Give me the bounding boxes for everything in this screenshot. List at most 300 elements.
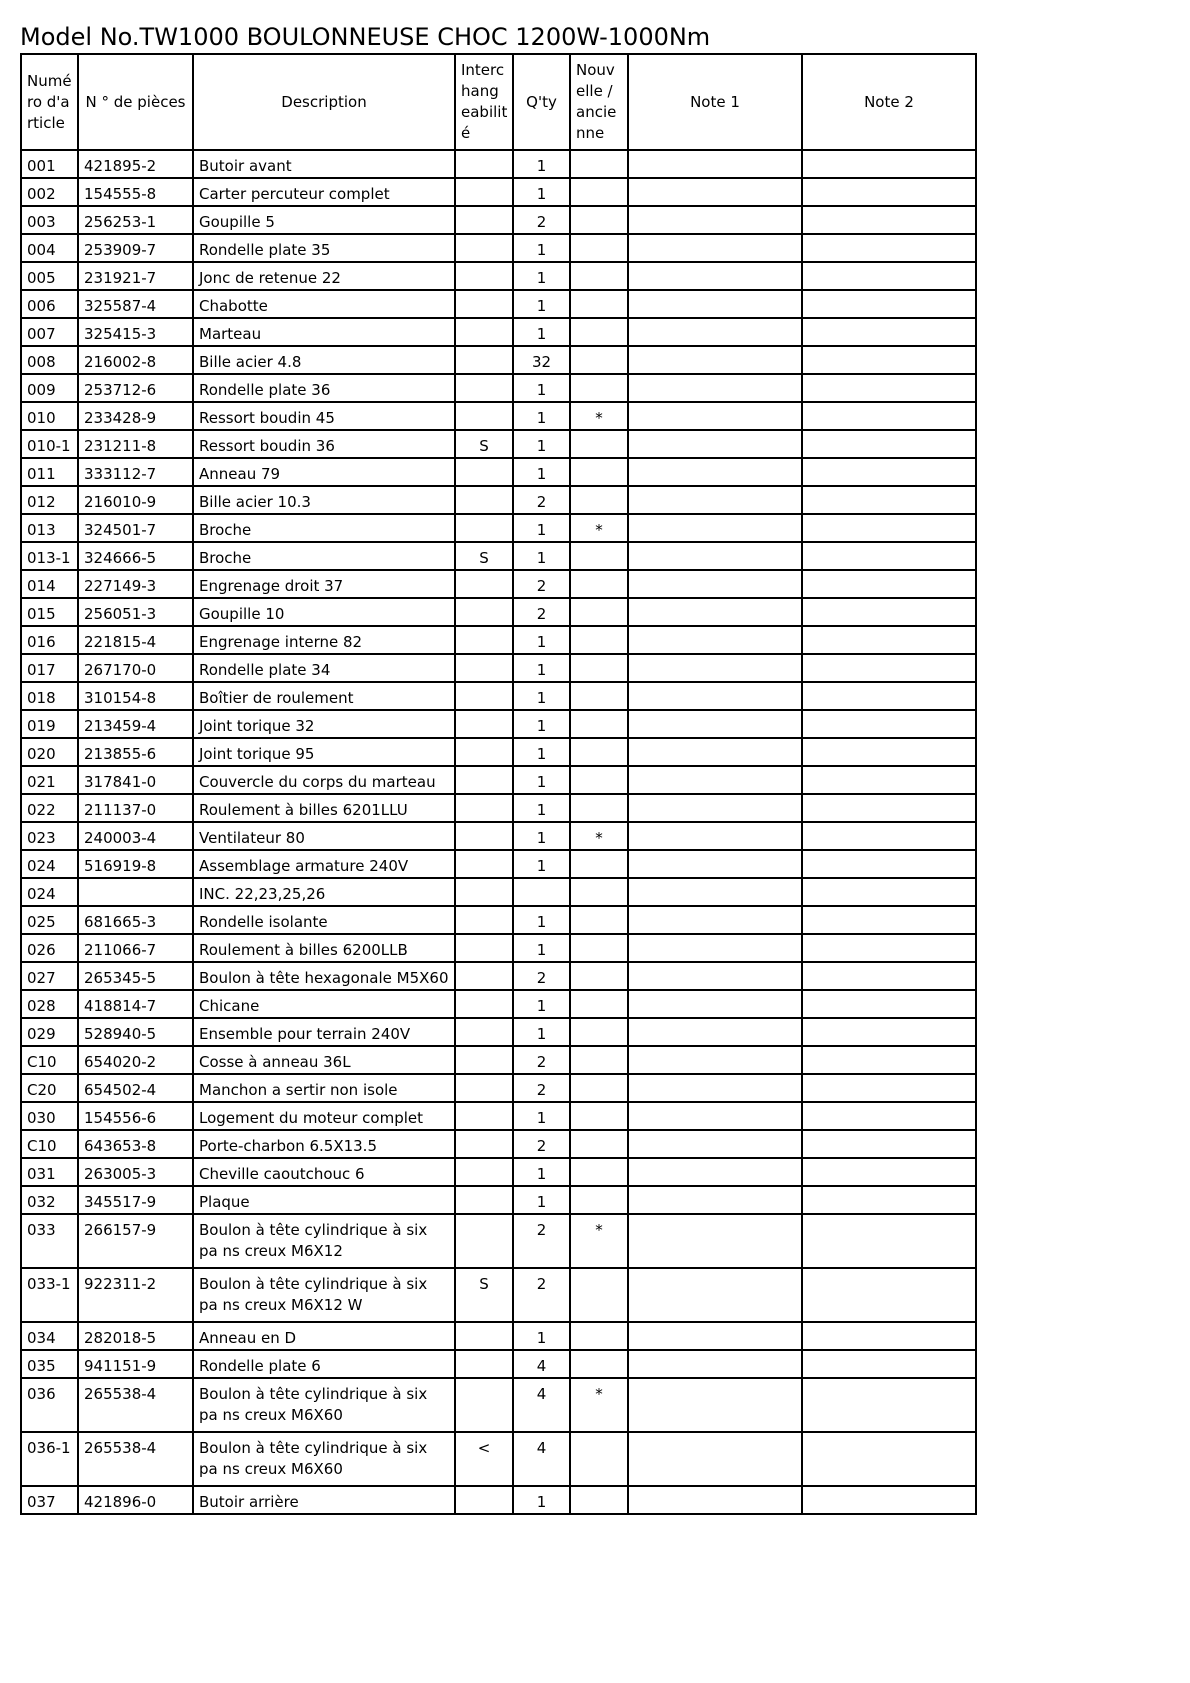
cell-item-no: 022 [21,794,78,822]
cell-item-no: 024 [21,878,78,906]
cell-qty: 1 [513,178,570,206]
cell-part-no: 941151-9 [78,1350,193,1378]
cell-note-1 [628,794,802,822]
table-header-row [21,54,976,150]
cell-new-old [570,962,628,990]
cell-part-no: 922311-2 [78,1268,193,1322]
table-row [21,486,976,514]
cell-note-2 [802,458,976,486]
cell-item-no: C10 [21,1046,78,1074]
cell-interchangeability [455,374,513,402]
cell-interchangeability: < [455,1432,513,1486]
cell-qty: 4 [513,1432,570,1486]
cell-description: Ensemble pour terrain 240V [193,1018,455,1046]
cell-qty: 2 [513,570,570,598]
cell-new-old [570,430,628,458]
cell-new-old [570,570,628,598]
table-row [21,1486,976,1514]
cell-note-2 [802,1158,976,1186]
cell-description: Butoir arrière [193,1486,455,1514]
cell-interchangeability [455,738,513,766]
cell-qty: 2 [513,1268,570,1322]
document-title: Model No.TW1000 BOULONNEUSE CHOC 1200W-1000Nm [20,23,711,51]
table-row [21,1018,976,1046]
cell-description: Couvercle du corps du marteau [193,766,455,794]
table-row [21,1350,976,1378]
cell-new-old [570,346,628,374]
cell-new-old [570,234,628,262]
cell-note-2 [802,150,976,178]
cell-note-1 [628,1102,802,1130]
cell-item-no: 031 [21,1158,78,1186]
cell-note-1 [628,1350,802,1378]
cell-interchangeability [455,654,513,682]
cell-item-no: 010-1 [21,430,78,458]
table-row [21,710,976,738]
cell-note-2 [802,1486,976,1514]
cell-item-no: 003 [21,206,78,234]
cell-note-1 [628,878,802,906]
cell-interchangeability [455,1018,513,1046]
cell-qty: 1 [513,150,570,178]
cell-new-old [570,1102,628,1130]
table-row [21,878,976,906]
cell-note-1 [628,626,802,654]
cell-note-2 [802,1046,976,1074]
table-row [21,150,976,178]
cell-part-no: 325415-3 [78,318,193,346]
cell-description: Rondelle isolante [193,906,455,934]
cell-description: Broche [193,542,455,570]
cell-interchangeability [455,178,513,206]
cell-item-no: 033-1 [21,1268,78,1322]
cell-part-no: 231211-8 [78,430,193,458]
cell-item-no: 008 [21,346,78,374]
cell-note-2 [802,878,976,906]
cell-part-no: 256051-3 [78,598,193,626]
cell-new-old [570,458,628,486]
cell-note-1 [628,1378,802,1432]
table-row [21,1102,976,1130]
cell-note-2 [802,1350,976,1378]
cell-note-1 [628,1322,802,1350]
cell-note-2 [802,262,976,290]
cell-description: Joint torique 32 [193,710,455,738]
cell-interchangeability [455,402,513,430]
cell-qty: 1 [513,906,570,934]
cell-qty: 2 [513,486,570,514]
table-row [21,374,976,402]
cell-part-no: 418814-7 [78,990,193,1018]
cell-part-no: 265538-4 [78,1432,193,1486]
header-interchangeability: Interc hang eabilit é [455,54,513,150]
cell-qty: 1 [513,290,570,318]
cell-note-2 [802,962,976,990]
cell-new-old [570,1074,628,1102]
cell-item-no: 037 [21,1486,78,1514]
table-row [21,1074,976,1102]
cell-interchangeability [455,934,513,962]
cell-description: Marteau [193,318,455,346]
cell-part-no: 654502-4 [78,1074,193,1102]
cell-new-old [570,318,628,346]
cell-qty: 2 [513,598,570,626]
cell-note-1 [628,1214,802,1268]
cell-item-no: 019 [21,710,78,738]
cell-description: Butoir avant [193,150,455,178]
cell-note-1 [628,1186,802,1214]
cell-note-2 [802,374,976,402]
cell-note-2 [802,682,976,710]
cell-interchangeability [455,206,513,234]
cell-description: Chicane [193,990,455,1018]
cell-item-no: 017 [21,654,78,682]
cell-note-1 [628,430,802,458]
table-row [21,794,976,822]
cell-new-old [570,374,628,402]
cell-note-2 [802,626,976,654]
cell-new-old [570,906,628,934]
cell-item-no: 032 [21,1186,78,1214]
table-row [21,822,976,850]
cell-note-1 [628,1046,802,1074]
cell-qty: 1 [513,1158,570,1186]
cell-interchangeability [455,766,513,794]
cell-note-1 [628,682,802,710]
cell-part-no: 227149-3 [78,570,193,598]
cell-description: Manchon a sertir non isole [193,1074,455,1102]
cell-qty: 1 [513,934,570,962]
cell-new-old: * [570,514,628,542]
table-row [21,458,976,486]
cell-interchangeability [455,458,513,486]
cell-item-no: 016 [21,626,78,654]
cell-note-1 [628,542,802,570]
cell-interchangeability [455,150,513,178]
cell-note-1 [628,262,802,290]
cell-note-2 [802,710,976,738]
cell-part-no: 213459-4 [78,710,193,738]
cell-interchangeability [455,234,513,262]
header-new-old: Nouv elle / ancie nne [570,54,628,150]
cell-description: Boulon à tête cylindrique à six pa ns creux M6X12 [193,1214,455,1268]
cell-new-old [570,710,628,738]
cell-interchangeability [455,1186,513,1214]
cell-new-old [570,150,628,178]
cell-item-no: 034 [21,1322,78,1350]
table-row [21,1186,976,1214]
cell-interchangeability [455,1214,513,1268]
cell-new-old [570,682,628,710]
cell-part-no: 253909-7 [78,234,193,262]
cell-qty: 2 [513,1074,570,1102]
cell-note-1 [628,346,802,374]
cell-interchangeability [455,262,513,290]
cell-qty: 1 [513,458,570,486]
cell-note-2 [802,402,976,430]
cell-description: INC. 22,23,25,26 [193,878,455,906]
cell-qty: 1 [513,430,570,458]
cell-note-1 [628,206,802,234]
cell-new-old [570,850,628,878]
cell-interchangeability [455,1102,513,1130]
cell-part-no: 516919-8 [78,850,193,878]
cell-note-2 [802,738,976,766]
cell-item-no: 021 [21,766,78,794]
cell-note-1 [628,234,802,262]
parts-table [20,53,977,1515]
cell-part-no: 317841-0 [78,766,193,794]
cell-new-old: * [570,822,628,850]
cell-note-2 [802,1378,976,1432]
cell-note-2 [802,822,976,850]
cell-qty: 1 [513,542,570,570]
cell-qty: 32 [513,346,570,374]
cell-item-no: 012 [21,486,78,514]
cell-qty: 1 [513,1486,570,1514]
cell-note-2 [802,1130,976,1158]
table-row [21,1214,976,1268]
cell-description: Ressort boudin 36 [193,430,455,458]
cell-interchangeability [455,710,513,738]
cell-note-2 [802,346,976,374]
table-row [21,1268,976,1322]
cell-new-old [570,1130,628,1158]
cell-description: Roulement à billes 6201LLU [193,794,455,822]
cell-qty: 2 [513,1046,570,1074]
cell-item-no: 009 [21,374,78,402]
cell-item-no: C20 [21,1074,78,1102]
cell-interchangeability [455,822,513,850]
cell-note-1 [628,1268,802,1322]
cell-item-no: 036-1 [21,1432,78,1486]
cell-interchangeability [455,878,513,906]
cell-note-1 [628,598,802,626]
cell-note-1 [628,290,802,318]
cell-interchangeability [455,1486,513,1514]
cell-qty: 1 [513,1018,570,1046]
cell-new-old [570,654,628,682]
cell-description: Plaque [193,1186,455,1214]
cell-interchangeability: S [455,1268,513,1322]
cell-note-1 [628,178,802,206]
cell-interchangeability [455,682,513,710]
cell-qty: 1 [513,262,570,290]
cell-description: Jonc de retenue 22 [193,262,455,290]
cell-description: Boulon à tête cylindrique à six pa ns creux M6X60 [193,1432,455,1486]
table-row [21,990,976,1018]
table-row [21,766,976,794]
table-row [21,234,976,262]
cell-interchangeability: S [455,430,513,458]
cell-qty: 1 [513,710,570,738]
cell-item-no: 005 [21,262,78,290]
cell-qty: 2 [513,1130,570,1158]
cell-item-no: 030 [21,1102,78,1130]
cell-new-old [570,1268,628,1322]
cell-part-no: 654020-2 [78,1046,193,1074]
cell-part-no: 528940-5 [78,1018,193,1046]
table-row [21,738,976,766]
cell-interchangeability [455,1378,513,1432]
cell-new-old [570,990,628,1018]
table-row [21,1130,976,1158]
cell-note-1 [628,710,802,738]
table-row [21,934,976,962]
cell-new-old [570,766,628,794]
table-row [21,1322,976,1350]
cell-item-no: 036 [21,1378,78,1432]
cell-item-no: 029 [21,1018,78,1046]
table-row [21,1378,976,1432]
cell-part-no: 233428-9 [78,402,193,430]
cell-qty: 4 [513,1350,570,1378]
cell-part-no: 213855-6 [78,738,193,766]
cell-item-no: 024 [21,850,78,878]
cell-item-no: 006 [21,290,78,318]
cell-qty [513,878,570,906]
cell-interchangeability [455,1046,513,1074]
cell-new-old [570,486,628,514]
cell-interchangeability [455,598,513,626]
table-row [21,346,976,374]
cell-item-no: 007 [21,318,78,346]
cell-description: Cheville caoutchouc 6 [193,1158,455,1186]
cell-new-old [570,1486,628,1514]
cell-qty: 1 [513,654,570,682]
header-qty: Q'ty [513,54,570,150]
cell-note-2 [802,542,976,570]
cell-part-no: 325587-4 [78,290,193,318]
cell-part-no: 216010-9 [78,486,193,514]
cell-part-no: 263005-3 [78,1158,193,1186]
cell-note-1 [628,514,802,542]
cell-note-2 [802,990,976,1018]
table-row [21,542,976,570]
cell-note-2 [802,486,976,514]
cell-note-2 [802,318,976,346]
cell-part-no: 211137-0 [78,794,193,822]
cell-part-no: 256253-1 [78,206,193,234]
header-part-no: N ° de pièces [78,54,193,150]
cell-new-old: * [570,1378,628,1432]
cell-description: Boîtier de roulement [193,682,455,710]
cell-qty: 1 [513,318,570,346]
cell-interchangeability [455,1130,513,1158]
cell-interchangeability [455,906,513,934]
cell-new-old [570,542,628,570]
table-row [21,598,976,626]
cell-qty: 1 [513,234,570,262]
cell-qty: 1 [513,1322,570,1350]
cell-note-2 [802,934,976,962]
cell-note-1 [628,738,802,766]
cell-note-1 [628,318,802,346]
cell-description: Goupille 5 [193,206,455,234]
table-row [21,430,976,458]
cell-part-no: 154556-6 [78,1102,193,1130]
cell-item-no: 018 [21,682,78,710]
cell-description: Boulon à tête cylindrique à six pa ns creux M6X12 W [193,1268,455,1322]
cell-new-old [570,1186,628,1214]
table-row [21,570,976,598]
cell-part-no: 421895-2 [78,150,193,178]
cell-note-2 [802,570,976,598]
table-row [21,682,976,710]
cell-interchangeability [455,570,513,598]
cell-new-old [570,1158,628,1186]
cell-qty: 1 [513,1102,570,1130]
cell-note-1 [628,570,802,598]
cell-interchangeability: S [455,542,513,570]
cell-new-old [570,1322,628,1350]
cell-description: Porte-charbon 6.5X13.5 [193,1130,455,1158]
table-row [21,654,976,682]
cell-qty: 1 [513,626,570,654]
cell-part-no: 265538-4 [78,1378,193,1432]
cell-qty: 1 [513,766,570,794]
cell-new-old [570,262,628,290]
cell-new-old [570,878,628,906]
cell-item-no: 023 [21,822,78,850]
cell-new-old: * [570,1214,628,1268]
cell-description: Roulement à billes 6200LLB [193,934,455,962]
cell-item-no: 027 [21,962,78,990]
cell-new-old [570,738,628,766]
cell-new-old [570,1046,628,1074]
header-description: Description [193,54,455,150]
cell-part-no: 681665-3 [78,906,193,934]
cell-part-no: 231921-7 [78,262,193,290]
cell-description: Ressort boudin 45 [193,402,455,430]
table-row [21,318,976,346]
cell-item-no: 002 [21,178,78,206]
cell-item-no: 013 [21,514,78,542]
cell-note-1 [628,850,802,878]
cell-note-2 [802,1322,976,1350]
cell-note-2 [802,1074,976,1102]
cell-note-2 [802,794,976,822]
cell-note-2 [802,1102,976,1130]
cell-interchangeability [455,1350,513,1378]
cell-note-1 [628,906,802,934]
cell-note-1 [628,1158,802,1186]
table-row [21,1158,976,1186]
cell-note-1 [628,1432,802,1486]
cell-part-no: 265345-5 [78,962,193,990]
cell-description: Cosse à anneau 36L [193,1046,455,1074]
cell-item-no: 026 [21,934,78,962]
cell-description: Joint torique 95 [193,738,455,766]
cell-note-1 [628,654,802,682]
cell-part-no: 345517-9 [78,1186,193,1214]
table-row [21,262,976,290]
table-row [21,206,976,234]
cell-interchangeability [455,290,513,318]
cell-part-no: 310154-8 [78,682,193,710]
cell-note-2 [802,206,976,234]
cell-part-no: 421896-0 [78,1486,193,1514]
cell-description: Engrenage interne 82 [193,626,455,654]
cell-interchangeability [455,318,513,346]
cell-interchangeability [455,990,513,1018]
cell-qty: 2 [513,206,570,234]
cell-qty: 1 [513,738,570,766]
cell-interchangeability [455,1322,513,1350]
cell-description: Anneau 79 [193,458,455,486]
cell-note-1 [628,766,802,794]
cell-qty: 1 [513,794,570,822]
